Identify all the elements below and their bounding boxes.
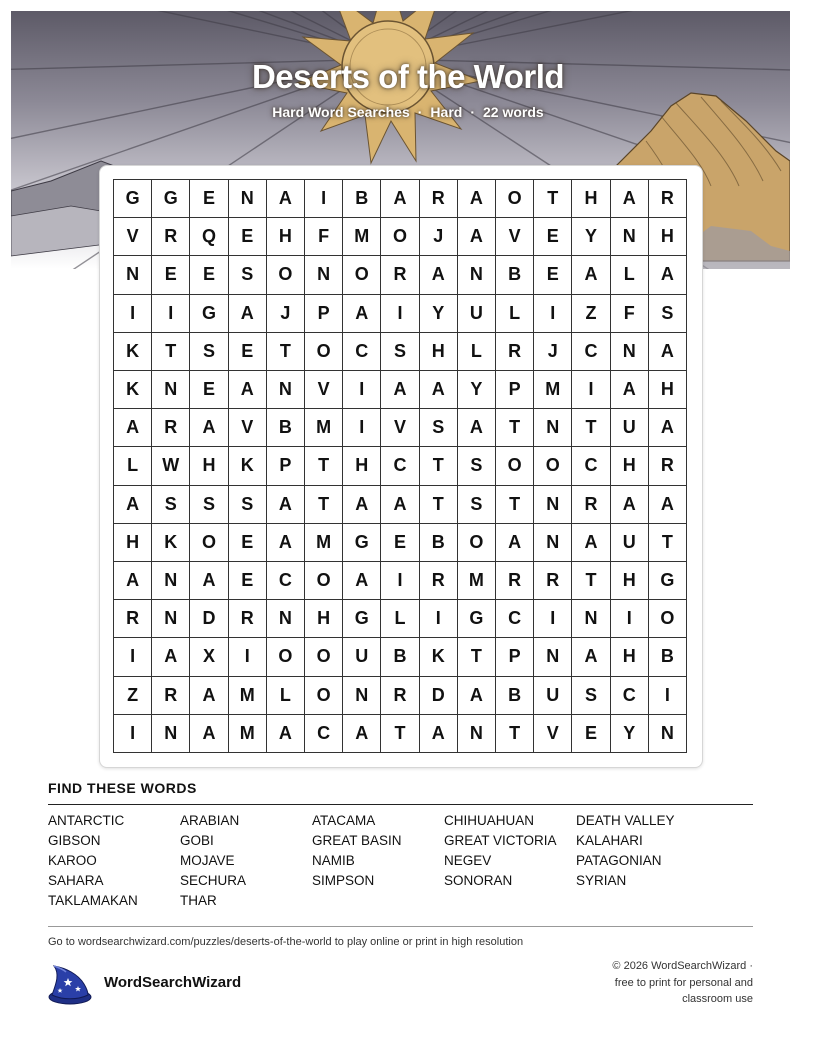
grid-cell[interactable]: B — [496, 256, 534, 294]
grid-cell[interactable]: S — [229, 486, 267, 524]
grid-cell[interactable]: E — [190, 180, 228, 218]
grid-cell[interactable]: T — [381, 715, 419, 753]
grid-cell[interactable]: I — [343, 371, 381, 409]
grid-cell[interactable]: T — [458, 638, 496, 676]
grid-cell[interactable]: H — [649, 371, 687, 409]
grid-cell[interactable]: I — [611, 600, 649, 638]
grid-cell[interactable]: W — [152, 447, 190, 485]
grid-cell[interactable]: B — [381, 638, 419, 676]
grid-cell[interactable]: V — [496, 218, 534, 256]
grid-cell[interactable]: I — [534, 295, 572, 333]
grid-cell[interactable]: N — [534, 486, 572, 524]
grid-cell[interactable]: V — [114, 218, 152, 256]
grid-cell[interactable]: R — [572, 486, 610, 524]
grid-cell[interactable]: K — [114, 371, 152, 409]
grid-cell[interactable]: T — [534, 180, 572, 218]
copyright-notice — [563, 958, 753, 1008]
word-list-item: MOJAVE — [180, 853, 235, 868]
word-list-item: ARABIAN — [180, 813, 240, 828]
word-list — [48, 813, 753, 909]
divider — [48, 926, 753, 927]
grid-cell[interactable]: A — [229, 295, 267, 333]
grid-cell[interactable]: S — [152, 486, 190, 524]
word-list-item: CHIHUAHUAN — [444, 813, 535, 828]
grid-cell[interactable]: N — [152, 562, 190, 600]
word-list-item: ATACAMA — [312, 813, 376, 828]
grid-cell[interactable]: I — [114, 638, 152, 676]
grid-cell[interactable]: I — [420, 600, 458, 638]
grid-cell[interactable]: L — [381, 600, 419, 638]
grid-cell[interactable]: U — [534, 677, 572, 715]
grid-cell[interactable]: R — [229, 600, 267, 638]
grid-cell[interactable]: T — [420, 486, 458, 524]
grid-cell[interactable]: S — [381, 333, 419, 371]
grid-cell[interactable]: N — [534, 409, 572, 447]
grid-cell[interactable]: A — [649, 409, 687, 447]
grid-cell[interactable]: I — [114, 715, 152, 753]
grid-cell[interactable]: E — [229, 562, 267, 600]
brand-name[interactable]: WordSearchWizard — [104, 974, 242, 991]
grid-cell[interactable]: T — [572, 562, 610, 600]
grid-cell[interactable]: A — [190, 715, 228, 753]
grid-cell[interactable]: I — [534, 600, 572, 638]
grid-cell[interactable]: T — [305, 486, 343, 524]
grid-cell[interactable]: A — [114, 486, 152, 524]
word-list-item: SIMPSON — [312, 873, 375, 888]
grid-cell[interactable]: C — [267, 562, 305, 600]
grid-cell[interactable]: L — [114, 447, 152, 485]
grid-cell[interactable]: C — [381, 447, 419, 485]
grid-cell[interactable]: L — [458, 333, 496, 371]
word-list-item: GREAT VICTORIA — [444, 833, 557, 848]
grid-cell[interactable]: N — [534, 524, 572, 562]
word-list-heading: FIND THESE WORDS — [48, 780, 197, 796]
grid-cell[interactable]: O — [496, 447, 534, 485]
grid-cell[interactable]: T — [496, 715, 534, 753]
grid-cell[interactable]: L — [267, 677, 305, 715]
grid-cell[interactable]: R — [496, 333, 534, 371]
grid-cell[interactable]: A — [496, 524, 534, 562]
grid-cell[interactable]: I — [649, 677, 687, 715]
word-list-item: KAROO — [48, 853, 97, 868]
grid-cell[interactable]: A — [114, 409, 152, 447]
grid-cell[interactable]: T — [649, 524, 687, 562]
grid-cell[interactable]: J — [267, 295, 305, 333]
grid-cell[interactable]: V — [305, 371, 343, 409]
word-list-item: GREAT BASIN — [312, 833, 402, 848]
grid-cell[interactable]: B — [420, 524, 458, 562]
letter-grid[interactable] — [113, 179, 687, 753]
word-list-item: SYRIAN — [576, 873, 627, 888]
grid-cell[interactable]: O — [496, 180, 534, 218]
grid-cell[interactable]: G — [343, 524, 381, 562]
puzzle-meta — [0, 104, 816, 120]
grid-cell[interactable]: O — [649, 600, 687, 638]
grid-cell[interactable]: H — [343, 447, 381, 485]
grid-cell[interactable]: A — [381, 371, 419, 409]
grid-cell[interactable]: H — [114, 524, 152, 562]
grid-cell[interactable]: K — [420, 638, 458, 676]
copyright-line: free to print for personal and — [614, 976, 753, 989]
grid-cell[interactable]: A — [343, 295, 381, 333]
grid-cell[interactable]: I — [572, 371, 610, 409]
grid-cell[interactable]: G — [152, 180, 190, 218]
grid-cell[interactable]: E — [229, 218, 267, 256]
grid-cell[interactable]: B — [267, 409, 305, 447]
grid-cell[interactable]: N — [152, 600, 190, 638]
grid-cell[interactable]: I — [152, 295, 190, 333]
grid-cell[interactable]: S — [420, 409, 458, 447]
grid-cell[interactable]: M — [534, 371, 572, 409]
grid-cell[interactable]: O — [190, 524, 228, 562]
grid-cell[interactable]: D — [190, 600, 228, 638]
grid-cell[interactable]: H — [611, 638, 649, 676]
grid-cell[interactable]: U — [611, 409, 649, 447]
grid-cell[interactable]: P — [305, 295, 343, 333]
grid-cell[interactable]: G — [190, 295, 228, 333]
grid-cell[interactable]: A — [458, 409, 496, 447]
grid-cell[interactable]: R — [152, 409, 190, 447]
grid-cell[interactable]: D — [420, 677, 458, 715]
grid-cell[interactable]: O — [305, 638, 343, 676]
grid-cell[interactable]: R — [534, 562, 572, 600]
word-count-label: 22 words — [483, 104, 544, 120]
grid-cell[interactable]: I — [305, 180, 343, 218]
grid-cell[interactable]: A — [190, 677, 228, 715]
grid-cell[interactable]: T — [305, 447, 343, 485]
copyright-line: classroom use — [682, 993, 753, 1005]
wizard-hat-icon — [46, 964, 92, 1006]
grid-cell[interactable]: I — [381, 295, 419, 333]
grid-cell[interactable]: C — [611, 677, 649, 715]
grid-cell[interactable]: A — [649, 333, 687, 371]
grid-cell[interactable]: I — [381, 562, 419, 600]
grid-cell[interactable]: M — [305, 409, 343, 447]
grid-cell[interactable]: N — [534, 638, 572, 676]
grid-cell[interactable]: G — [343, 600, 381, 638]
grid-cell[interactable]: M — [229, 715, 267, 753]
grid-cell[interactable]: A — [114, 562, 152, 600]
meta-separator: · — [470, 104, 475, 120]
grid-cell[interactable]: M — [458, 562, 496, 600]
grid-cell[interactable]: A — [229, 371, 267, 409]
grid-cell[interactable]: T — [152, 333, 190, 371]
grid-cell[interactable]: U — [458, 295, 496, 333]
grid-cell[interactable]: Y — [458, 371, 496, 409]
grid-cell[interactable]: A — [267, 486, 305, 524]
grid-cell[interactable]: A — [343, 562, 381, 600]
grid-cell[interactable]: I — [114, 295, 152, 333]
word-list-item: ANTARCTIC — [48, 813, 125, 828]
grid-cell[interactable]: N — [152, 715, 190, 753]
grid-cell[interactable]: H — [305, 600, 343, 638]
grid-cell[interactable]: E — [190, 371, 228, 409]
grid-cell[interactable]: X — [190, 638, 228, 676]
grid-cell[interactable]: C — [572, 447, 610, 485]
grid-cell[interactable]: M — [305, 524, 343, 562]
grid-cell[interactable]: A — [572, 524, 610, 562]
grid-cell[interactable]: R — [114, 600, 152, 638]
grid-cell[interactable]: N — [649, 715, 687, 753]
word-list-item: PATAGONIAN — [576, 853, 662, 868]
grid-cell[interactable]: B — [343, 180, 381, 218]
grid-cell[interactable]: R — [649, 180, 687, 218]
meta-separator: · — [417, 104, 423, 120]
grid-cell[interactable]: O — [458, 524, 496, 562]
grid-cell[interactable]: H — [649, 218, 687, 256]
grid-cell[interactable]: K — [229, 447, 267, 485]
grid-cell[interactable]: Z — [572, 295, 610, 333]
grid-cell[interactable]: O — [534, 447, 572, 485]
grid-cell[interactable]: R — [496, 562, 534, 600]
grid-cell[interactable]: H — [572, 180, 610, 218]
grid-cell[interactable]: R — [152, 218, 190, 256]
grid-cell[interactable]: A — [611, 180, 649, 218]
grid-cell[interactable]: N — [152, 371, 190, 409]
grid-cell[interactable]: N — [229, 180, 267, 218]
grid-cell[interactable]: M — [229, 677, 267, 715]
copyright-line: © 2026 WordSearchWizard · — [612, 960, 753, 972]
grid-cell[interactable]: O — [267, 256, 305, 294]
grid-cell[interactable]: A — [267, 715, 305, 753]
grid-cell[interactable]: R — [420, 562, 458, 600]
grid-cell[interactable]: A — [458, 218, 496, 256]
grid-cell[interactable]: R — [152, 677, 190, 715]
word-list-item: TAKLAMAKAN — [48, 893, 138, 908]
grid-cell[interactable]: V — [381, 409, 419, 447]
grid-cell[interactable]: S — [229, 256, 267, 294]
grid-cell[interactable]: R — [420, 180, 458, 218]
grid-cell[interactable]: S — [572, 677, 610, 715]
grid-cell[interactable]: F — [305, 218, 343, 256]
grid-cell[interactable]: S — [190, 333, 228, 371]
grid-cell[interactable]: A — [152, 638, 190, 676]
grid-cell[interactable]: J — [534, 333, 572, 371]
grid-cell[interactable]: N — [114, 256, 152, 294]
word-list-item: GIBSON — [48, 833, 101, 848]
grid-cell[interactable]: A — [190, 409, 228, 447]
grid-cell[interactable]: I — [343, 409, 381, 447]
word-list-item: NEGEV — [444, 853, 492, 868]
grid-cell[interactable]: H — [420, 333, 458, 371]
grid-cell[interactable]: A — [649, 486, 687, 524]
grid-cell[interactable]: E — [229, 333, 267, 371]
grid-cell[interactable]: P — [496, 638, 534, 676]
grid-cell[interactable]: T — [267, 333, 305, 371]
grid-cell[interactable]: N — [572, 600, 610, 638]
footer-link-text: Go to wordsearchwizard.com/puzzles/deserts-of-the-world to play online or print in high resolution — [48, 936, 524, 948]
grid-cell[interactable]: B — [496, 677, 534, 715]
grid-cell[interactable]: A — [458, 180, 496, 218]
grid-cell[interactable]: S — [458, 447, 496, 485]
grid-cell[interactable]: A — [420, 256, 458, 294]
grid-cell[interactable]: R — [649, 447, 687, 485]
grid-cell[interactable]: K — [152, 524, 190, 562]
word-list-item: DEATH VALLEY — [576, 813, 675, 828]
word-list-item: NAMIB — [312, 853, 355, 868]
grid-cell[interactable]: A — [572, 638, 610, 676]
difficulty-label: Hard — [430, 104, 463, 120]
grid-cell[interactable]: A — [611, 486, 649, 524]
grid-cell[interactable]: E — [190, 256, 228, 294]
grid-cell[interactable]: R — [381, 256, 419, 294]
grid-cell[interactable]: A — [343, 715, 381, 753]
grid-cell[interactable]: Y — [611, 715, 649, 753]
grid-cell[interactable]: G — [114, 180, 152, 218]
word-list-item: THAR — [180, 893, 217, 908]
grid-cell[interactable]: M — [343, 218, 381, 256]
grid-cell[interactable]: C — [343, 333, 381, 371]
grid-cell[interactable]: K — [114, 333, 152, 371]
grid-cell[interactable]: L — [611, 256, 649, 294]
grid-cell[interactable]: O — [305, 562, 343, 600]
grid-cell[interactable]: A — [649, 256, 687, 294]
grid-cell[interactable]: A — [381, 180, 419, 218]
grid-cell[interactable]: N — [611, 333, 649, 371]
word-list-item: SAHARA — [48, 873, 104, 888]
grid-cell[interactable]: T — [496, 409, 534, 447]
word-list-item: SONORAN — [444, 873, 513, 888]
grid-cell[interactable]: H — [190, 447, 228, 485]
grid-cell[interactable]: A — [381, 486, 419, 524]
grid-cell[interactable]: I — [229, 638, 267, 676]
grid-cell[interactable]: O — [343, 256, 381, 294]
grid-cell[interactable]: O — [305, 677, 343, 715]
grid-cell[interactable]: J — [420, 218, 458, 256]
grid-cell[interactable]: N — [267, 600, 305, 638]
grid-cell[interactable]: N — [343, 677, 381, 715]
grid-cell[interactable]: A — [458, 677, 496, 715]
grid-cell[interactable]: H — [267, 218, 305, 256]
grid-cell[interactable]: Y — [572, 218, 610, 256]
grid-cell[interactable]: U — [343, 638, 381, 676]
grid-cell[interactable]: A — [267, 524, 305, 562]
grid-cell[interactable]: H — [611, 447, 649, 485]
grid-cell[interactable]: C — [305, 715, 343, 753]
grid-cell[interactable]: C — [496, 600, 534, 638]
divider — [48, 804, 753, 805]
grid-cell[interactable]: E — [572, 715, 610, 753]
grid-cell[interactable]: R — [381, 677, 419, 715]
grid-cell[interactable]: P — [267, 447, 305, 485]
grid-cell[interactable]: Z — [114, 677, 152, 715]
grid-cell[interactable]: S — [649, 295, 687, 333]
grid-cell[interactable]: T — [572, 409, 610, 447]
grid-cell[interactable]: O — [381, 218, 419, 256]
grid-cell[interactable]: Y — [420, 295, 458, 333]
grid-cell[interactable]: E — [229, 524, 267, 562]
word-list-item: KALAHARI — [576, 833, 643, 848]
grid-cell[interactable]: N — [305, 256, 343, 294]
grid-cell[interactable]: A — [343, 486, 381, 524]
grid-cell[interactable]: E — [381, 524, 419, 562]
grid-cell[interactable]: O — [267, 638, 305, 676]
word-list-item: SECHURA — [180, 873, 247, 888]
grid-cell[interactable]: E — [534, 218, 572, 256]
grid-cell[interactable]: A — [190, 562, 228, 600]
grid-cell[interactable]: B — [649, 638, 687, 676]
grid-cell[interactable]: N — [611, 218, 649, 256]
grid-cell[interactable]: O — [305, 333, 343, 371]
grid-cell[interactable]: U — [611, 524, 649, 562]
grid-cell[interactable]: A — [420, 715, 458, 753]
grid-cell[interactable]: A — [267, 180, 305, 218]
grid-cell[interactable]: N — [267, 371, 305, 409]
page-title: Deserts of the World — [251, 58, 565, 95]
grid-cell[interactable]: C — [572, 333, 610, 371]
grid-cell[interactable]: E — [152, 256, 190, 294]
word-list-item: GOBI — [180, 833, 214, 848]
grid-cell[interactable]: Q — [190, 218, 228, 256]
grid-cell[interactable]: V — [534, 715, 572, 753]
grid-cell[interactable]: A — [572, 256, 610, 294]
grid-cell[interactable]: G — [649, 562, 687, 600]
grid-cell[interactable]: V — [229, 409, 267, 447]
grid-cell[interactable]: S — [190, 486, 228, 524]
grid-cell[interactable]: P — [496, 371, 534, 409]
grid-cell[interactable]: T — [496, 486, 534, 524]
grid-cell[interactable]: A — [611, 371, 649, 409]
grid-cell[interactable]: H — [611, 562, 649, 600]
grid-cell[interactable]: G — [458, 600, 496, 638]
grid-cell[interactable]: T — [420, 447, 458, 485]
grid-cell[interactable]: S — [458, 486, 496, 524]
grid-cell[interactable]: E — [534, 256, 572, 294]
grid-cell[interactable]: L — [496, 295, 534, 333]
grid-cell[interactable]: A — [420, 371, 458, 409]
category-label: Hard Word Searches — [272, 104, 410, 120]
grid-cell[interactable]: F — [611, 295, 649, 333]
grid-cell[interactable]: N — [458, 256, 496, 294]
grid-cell[interactable]: N — [458, 715, 496, 753]
